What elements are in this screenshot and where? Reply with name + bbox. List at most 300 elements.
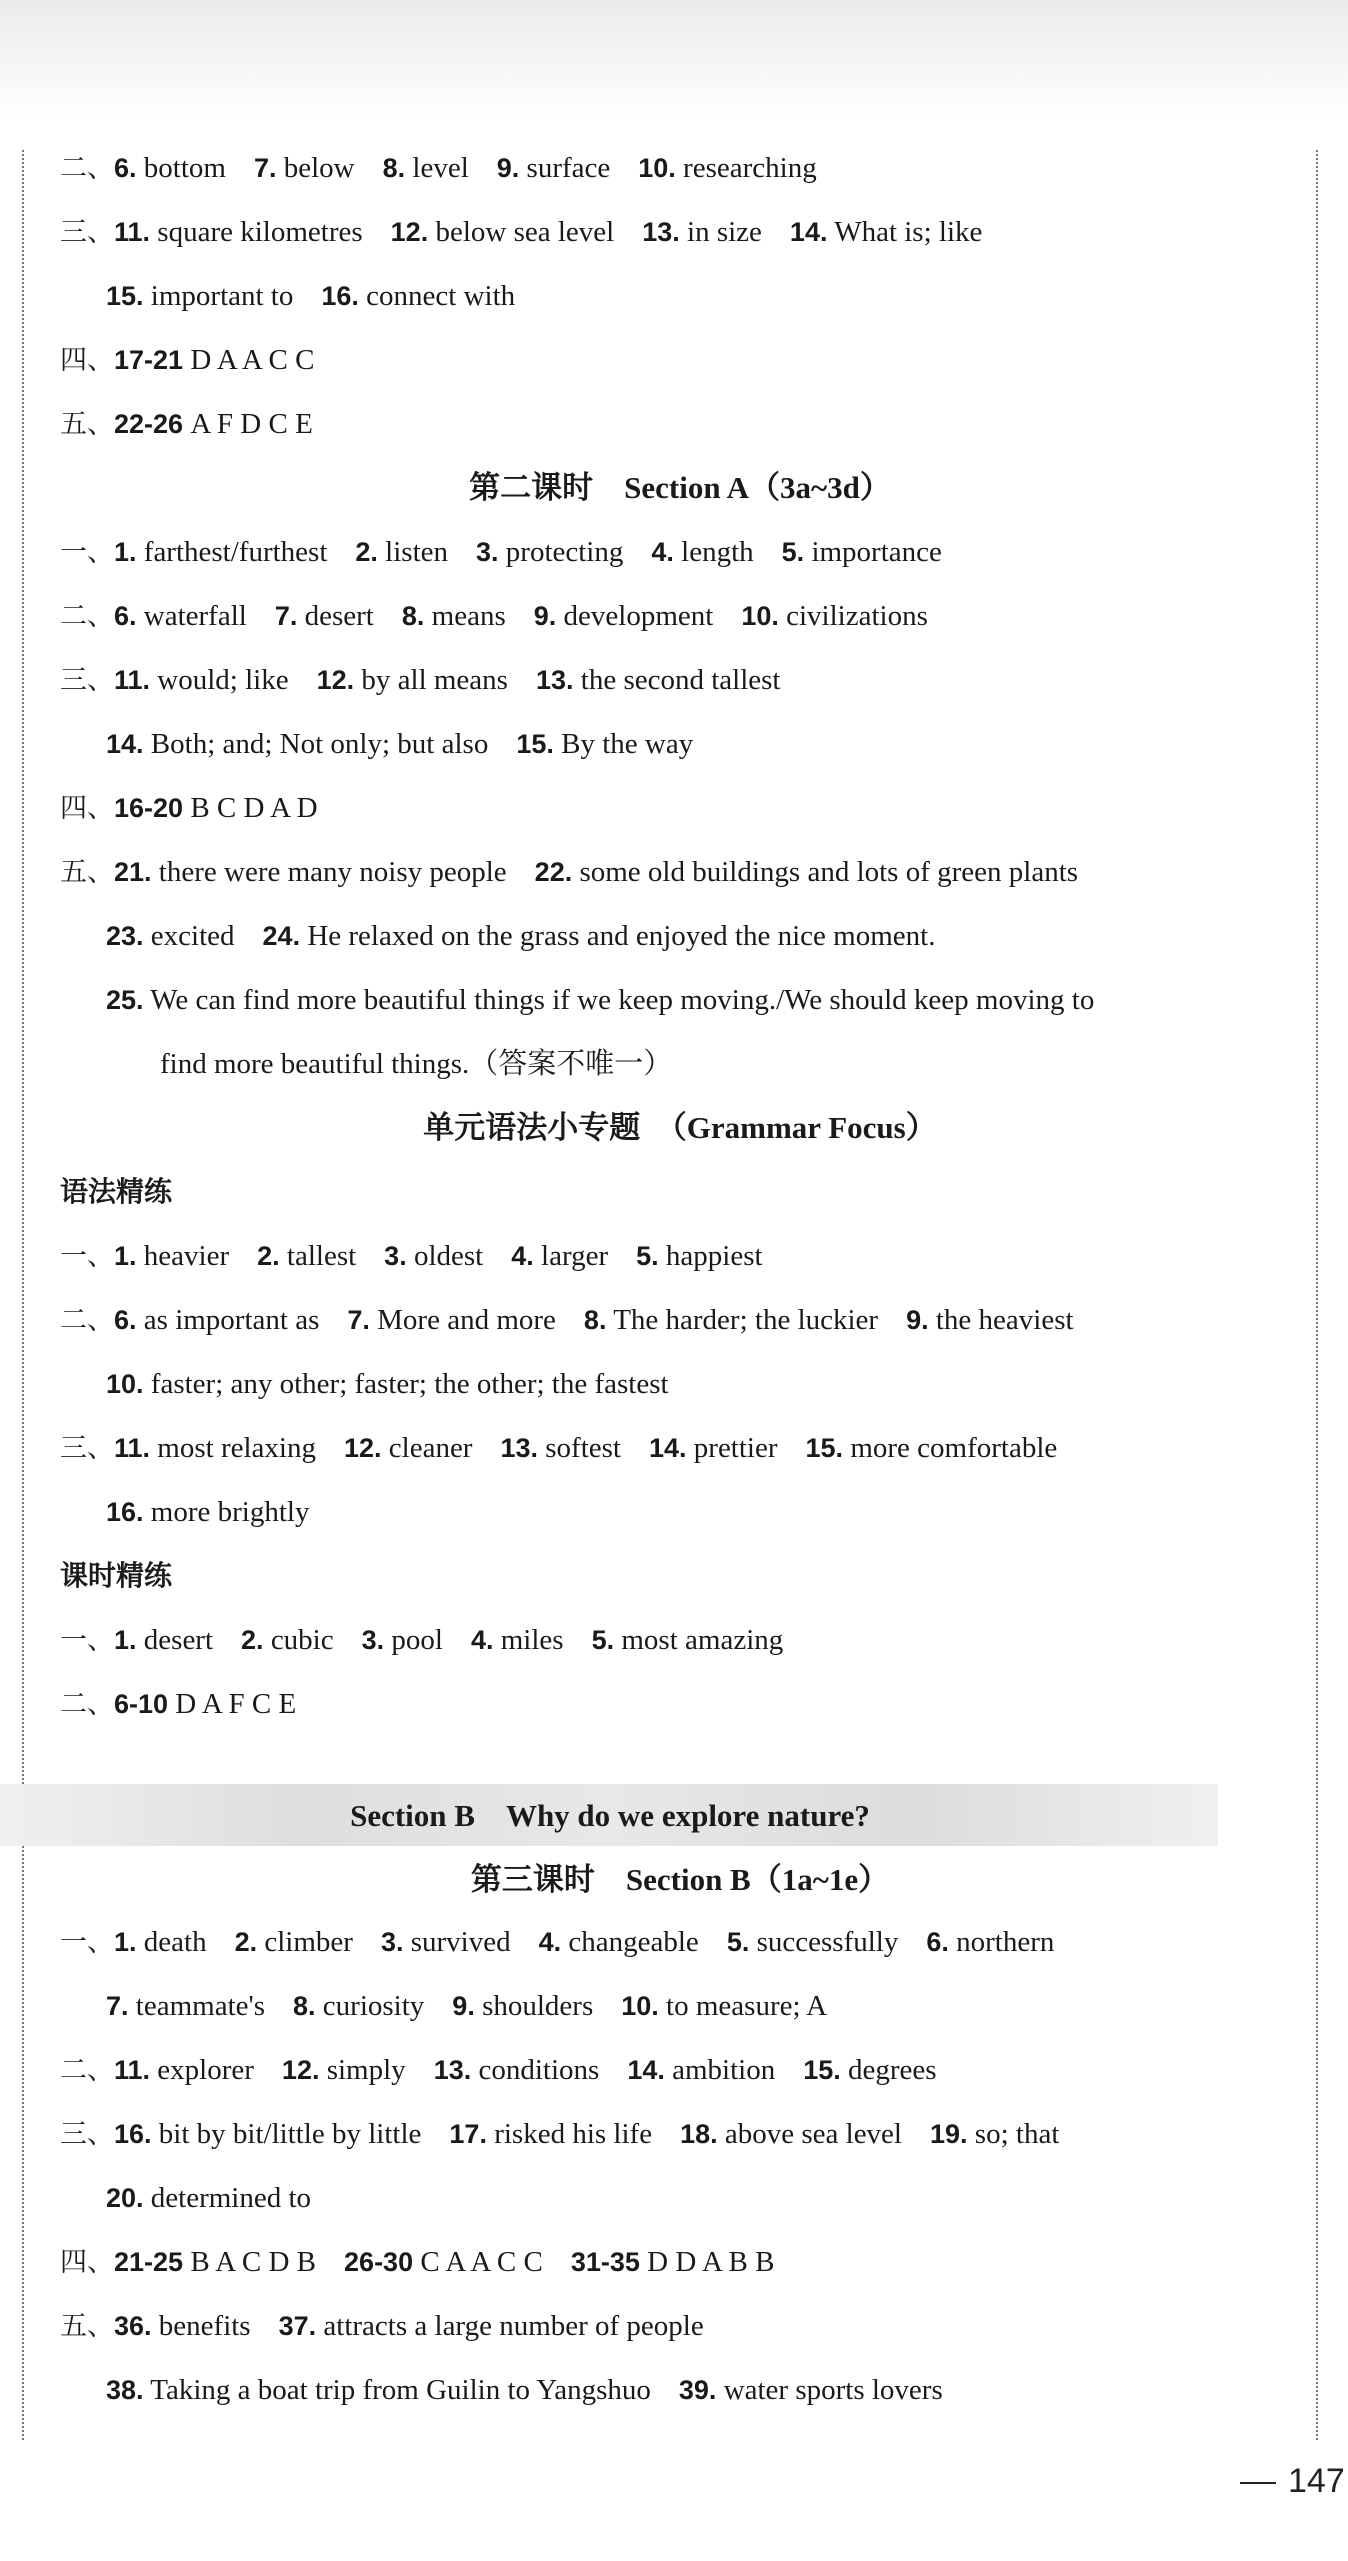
answer-item	[384, 1240, 483, 1272]
subsection-title: 语法精练	[60, 1175, 173, 1208]
answer-text: waterfall	[143, 600, 247, 632]
question-number: 16.	[321, 281, 359, 311]
answer-item	[930, 2118, 1059, 2150]
answer-item	[741, 600, 928, 632]
answer-text: death	[143, 1926, 207, 1958]
answer-text: C A A C C	[420, 2246, 543, 2278]
answer-item	[114, 2118, 421, 2150]
answer-item	[803, 2054, 936, 2086]
answer-item	[254, 152, 355, 184]
question-number: 14.	[106, 729, 144, 759]
answer-text: there were many noisy people	[158, 856, 507, 888]
answer-text: oldest	[413, 1240, 484, 1272]
answer-item	[511, 1240, 608, 1272]
answer-line	[106, 724, 721, 764]
answer-text: listen	[385, 536, 449, 568]
answer-item	[344, 2246, 543, 2278]
question-number: 6.	[114, 1305, 137, 1335]
part-marker: 一、	[60, 1241, 114, 1272]
question-number: 10.	[621, 1991, 659, 2021]
answer-text: desert	[304, 600, 374, 632]
question-number: 5.	[726, 1927, 750, 1957]
answer-item	[114, 600, 247, 632]
answer-text: in size	[687, 216, 762, 248]
question-number: 16.	[106, 1497, 144, 1527]
answer-item	[906, 1304, 1073, 1336]
part-marker: 二、	[60, 1305, 114, 1336]
answer-text: surface	[526, 152, 611, 184]
answer-item	[106, 280, 293, 312]
question-number: 37.	[278, 2311, 317, 2341]
answer-item	[497, 152, 611, 184]
question-number: 39.	[678, 2375, 717, 2405]
answer-item	[114, 2054, 254, 2086]
answer-line	[60, 2306, 732, 2347]
answer-line	[60, 148, 845, 189]
answer-text: above sea level	[724, 2118, 902, 2150]
answer-item	[114, 1432, 316, 1464]
question-number: 3.	[361, 1625, 385, 1655]
answer-item	[355, 536, 448, 568]
answer-text: by all means	[361, 664, 508, 696]
part-marker: 四、	[60, 2247, 114, 2278]
question-number: 6-10	[114, 1689, 169, 1719]
answer-item	[114, 1926, 207, 1958]
answer-text: pool	[391, 1624, 443, 1656]
answer-text: protecting	[505, 536, 624, 568]
answer-line	[106, 2178, 339, 2218]
answer-text: heavier	[143, 1240, 230, 1272]
answer-line	[106, 916, 963, 956]
answer-text: He relaxed on the grass and enjoyed the nice moment.	[307, 920, 936, 952]
question-number: 7.	[274, 601, 298, 631]
answer-line	[106, 2370, 971, 2410]
question-number: 10.	[638, 153, 676, 183]
answer-item	[114, 536, 327, 568]
answer-item	[651, 536, 753, 568]
question-number: 18.	[680, 2119, 718, 2149]
answer-line	[60, 1428, 1085, 1469]
answer-item	[114, 2246, 316, 2278]
right-margin-rule	[1316, 150, 1318, 2440]
answer-text: the second tallest	[580, 664, 781, 696]
answer-item	[114, 1624, 213, 1656]
answer-item	[449, 2118, 652, 2150]
part-marker: 五、	[60, 2311, 114, 2342]
question-number: 23.	[106, 921, 144, 951]
part-marker: 二、	[60, 153, 114, 184]
answer-text: find more beautiful things.（答案不唯一）	[160, 1048, 673, 1080]
question-number: 16.	[114, 2119, 152, 2149]
answer-text: attracts a large number of people	[323, 2310, 704, 2342]
part-marker: 四、	[60, 793, 114, 824]
answer-text: some old buildings and lots of green plants	[579, 856, 1079, 888]
answer-item	[321, 280, 515, 312]
question-number: 1.	[114, 537, 137, 567]
answer-line	[60, 404, 341, 445]
question-number: 10.	[741, 601, 779, 631]
question-number: 8.	[401, 601, 425, 631]
part-marker: 三、	[60, 665, 114, 696]
question-number: 9.	[906, 1305, 929, 1335]
answer-item	[627, 2054, 775, 2086]
question-number: 14.	[789, 217, 828, 247]
question-number: 17.	[449, 2119, 487, 2149]
page-number-dash	[1240, 2482, 1276, 2484]
answer-text: below	[283, 152, 355, 184]
section-heading: 第二课时 Section A（3a~3d）	[469, 470, 891, 505]
question-number: 15.	[805, 1433, 844, 1463]
answer-item	[347, 1304, 556, 1336]
answer-text: happiest	[665, 1240, 763, 1272]
answer-item	[535, 856, 1078, 888]
question-number: 10.	[106, 1369, 144, 1399]
part-marker: 一、	[60, 1927, 114, 1958]
question-number: 3.	[476, 537, 499, 567]
answer-item	[434, 2054, 600, 2086]
answer-text: to measure; A	[666, 1990, 828, 2022]
question-number: 11.	[114, 2055, 151, 2085]
answer-text: researching	[683, 152, 817, 184]
answer-text: explorer	[157, 2054, 254, 2086]
question-number: 13.	[433, 2055, 472, 2085]
answer-item	[452, 1990, 593, 2022]
answer-text: B A C D B	[190, 2246, 317, 2278]
answer-item	[317, 664, 508, 696]
answer-line	[106, 276, 543, 316]
question-number: 26-30	[344, 2247, 414, 2277]
answer-text: most relaxing	[157, 1432, 316, 1464]
left-margin-rule	[22, 150, 24, 2440]
answer-item	[727, 1926, 899, 1958]
question-number: 7.	[347, 1305, 370, 1335]
question-number: 12.	[316, 665, 355, 695]
question-number: 4.	[470, 1625, 494, 1655]
answer-item	[160, 1048, 672, 1080]
answer-text: What is; like	[834, 216, 983, 248]
question-number: 1.	[114, 1927, 137, 1957]
answer-line	[60, 212, 1010, 253]
question-number: 13.	[642, 217, 680, 247]
answer-text: bottom	[143, 152, 226, 184]
question-number: 5.	[636, 1241, 659, 1271]
part-marker: 三、	[60, 1433, 114, 1464]
question-number: 15.	[106, 281, 144, 311]
answer-item	[114, 1240, 229, 1272]
answer-text: as important as	[143, 1304, 320, 1336]
question-number: 8.	[293, 1991, 316, 2021]
answer-text: desert	[143, 1624, 214, 1656]
question-number: 17-21	[114, 345, 184, 375]
part-marker: 一、	[60, 537, 114, 568]
answer-item	[344, 1432, 473, 1464]
answer-text: means	[431, 600, 506, 632]
question-number: 11.	[114, 665, 151, 695]
answer-text: northern	[956, 1926, 1055, 1958]
answer-item	[106, 2374, 651, 2406]
question-number: 21-25	[114, 2247, 184, 2277]
question-number: 7.	[253, 153, 277, 183]
answer-item	[114, 664, 289, 696]
answer-item	[536, 664, 781, 696]
part-marker: 四、	[60, 345, 114, 376]
answer-item	[476, 536, 623, 568]
answer-item	[391, 216, 615, 248]
answer-text: survived	[410, 1926, 511, 1958]
question-number: 2.	[234, 1927, 258, 1957]
question-number: 3.	[380, 1927, 404, 1957]
question-number: 6.	[114, 153, 137, 183]
answer-item	[106, 920, 235, 952]
question-number: 6.	[926, 1927, 949, 1957]
answer-text: A F D C E	[190, 408, 313, 440]
answer-item	[642, 216, 762, 248]
answer-item	[106, 1368, 669, 1400]
question-number: 31-35	[570, 2247, 640, 2277]
answer-text: simply	[326, 2054, 406, 2086]
subsection-title: 课时精练	[60, 1559, 173, 1592]
answer-line	[60, 1684, 324, 1725]
question-number: 13.	[535, 665, 574, 695]
answer-item	[114, 1304, 319, 1336]
answer-item	[649, 1432, 778, 1464]
question-number: 6.	[114, 601, 137, 631]
answer-text: most amazing	[621, 1624, 784, 1656]
answer-line	[60, 788, 346, 829]
answer-line	[60, 532, 970, 573]
question-number: 20.	[106, 2183, 144, 2213]
answer-item	[680, 2118, 902, 2150]
answer-text: below sea level	[435, 216, 615, 248]
question-number: 36.	[114, 2311, 152, 2341]
answer-text: curiosity	[322, 1990, 425, 2022]
answer-item	[402, 600, 506, 632]
answer-text: excited	[150, 920, 235, 952]
answer-item	[638, 152, 816, 184]
page-number-text: 147	[1288, 2462, 1345, 2500]
answer-item	[592, 1624, 784, 1656]
answer-text: teammate's	[135, 1990, 266, 2022]
answer-text: level	[412, 152, 469, 184]
part-marker: 二、	[60, 601, 114, 632]
answer-item	[571, 2246, 775, 2278]
answer-text: so; that	[974, 2118, 1060, 2150]
question-number: 22.	[534, 857, 573, 887]
answer-line	[60, 596, 956, 637]
answer-item	[106, 984, 1094, 1016]
answer-item	[275, 600, 374, 632]
question-number: 5.	[781, 537, 805, 567]
question-number: 11.	[114, 1433, 151, 1463]
answer-line	[106, 1364, 697, 1404]
answer-item	[263, 920, 936, 952]
question-number: 14.	[648, 1433, 687, 1463]
answer-text: D D A B B	[647, 2246, 775, 2278]
answer-item	[114, 1688, 296, 1720]
answer-text: B C D A D	[190, 792, 318, 824]
section-b-title: Section B Why do we explore nature?	[350, 1798, 870, 1833]
answer-text: determined to	[150, 2182, 312, 2214]
answer-line	[60, 2050, 965, 2091]
answer-item	[636, 1240, 762, 1272]
answer-item	[235, 1926, 353, 1958]
question-number: 19.	[930, 2119, 968, 2149]
question-number: 9.	[533, 601, 557, 631]
answer-item	[782, 536, 942, 568]
answer-text: Both; and; Not only; but also	[150, 728, 489, 760]
answer-item	[114, 2310, 251, 2342]
answer-line	[60, 1236, 791, 1277]
answer-item	[926, 1926, 1054, 1958]
answer-item	[106, 1990, 265, 2022]
answer-text: important to	[150, 280, 294, 312]
answer-line	[60, 1620, 811, 1661]
part-marker: 三、	[60, 217, 114, 248]
answer-item	[241, 1624, 334, 1656]
part-marker: 二、	[60, 1689, 114, 1720]
part-marker: 五、	[60, 409, 114, 440]
answer-text: faster; any other; faster; the other; the fastest	[150, 1368, 669, 1400]
question-number: 11.	[114, 217, 151, 247]
page-top-shadow	[0, 0, 1348, 120]
answer-text: Taking a boat trip from Guilin to Yangshuo	[150, 2374, 651, 2406]
question-number: 4.	[511, 1241, 534, 1271]
answer-line	[106, 1986, 855, 2026]
answer-item	[516, 728, 693, 760]
question-number: 38.	[106, 2375, 144, 2405]
answer-item	[362, 1624, 443, 1656]
question-number: 2.	[241, 1625, 264, 1655]
answer-item	[584, 1304, 878, 1336]
answer-text: would; like	[157, 664, 289, 696]
answer-item	[806, 1432, 1058, 1464]
question-number: 15.	[516, 729, 554, 759]
answer-line	[60, 2114, 1087, 2155]
answer-text: importance	[811, 536, 942, 568]
answer-text: larger	[541, 1240, 609, 1272]
answer-item	[114, 344, 314, 376]
part-marker: 二、	[60, 2055, 114, 2086]
answer-text: farthest/furthest	[143, 536, 328, 568]
answer-text: By the way	[561, 728, 694, 760]
answer-line	[106, 980, 1122, 1020]
answer-item	[471, 1624, 564, 1656]
question-number: 1.	[114, 1241, 137, 1271]
question-number: 12.	[343, 1433, 382, 1463]
section-heading: 单元语法小专题 （Grammar Focus）	[423, 1110, 937, 1145]
question-number: 22-26	[114, 409, 184, 439]
answer-item	[534, 600, 714, 632]
question-number: 15.	[803, 2055, 841, 2085]
answer-text: degrees	[848, 2054, 937, 2086]
answer-line	[60, 1300, 1102, 1341]
answer-text: the heaviest	[935, 1304, 1074, 1336]
answer-item	[282, 2054, 406, 2086]
question-number: 9.	[496, 153, 520, 183]
question-number: 2.	[355, 537, 378, 567]
question-number: 21.	[114, 857, 152, 887]
answer-text: risked his life	[494, 2118, 653, 2150]
answer-text: more comfortable	[850, 1432, 1058, 1464]
answer-item	[114, 152, 226, 184]
answer-item	[679, 2374, 943, 2406]
answer-item	[114, 216, 363, 248]
question-number: 8.	[382, 153, 406, 183]
answer-text: conditions	[478, 2054, 600, 2086]
answer-item	[114, 856, 507, 888]
answer-line	[60, 852, 1106, 893]
question-number: 14.	[627, 2055, 665, 2085]
answer-text: More and more	[377, 1304, 556, 1336]
answer-text: climber	[264, 1926, 353, 1958]
answer-item	[106, 2182, 311, 2214]
answer-item	[500, 1432, 621, 1464]
question-number: 9.	[452, 1991, 475, 2021]
answer-text: successfully	[756, 1926, 899, 1958]
answer-item	[257, 1240, 356, 1272]
answer-item	[383, 152, 469, 184]
answer-text: civilizations	[786, 600, 928, 632]
question-number: 2.	[257, 1241, 280, 1271]
answer-item	[114, 408, 313, 440]
part-marker: 一、	[60, 1625, 114, 1656]
question-number: 12.	[390, 217, 429, 247]
answer-text: cleaner	[388, 1432, 473, 1464]
answer-text: The harder; the luckier	[613, 1304, 879, 1336]
answer-text: D A A C C	[190, 344, 315, 376]
question-number: 3.	[384, 1241, 407, 1271]
answer-item	[621, 1990, 827, 2022]
answer-text: benefits	[158, 2310, 251, 2342]
answer-text: water sports lovers	[723, 2374, 943, 2406]
answer-text: D A F C E	[175, 1688, 297, 1720]
answer-text: We can find more beautiful things if we keep moving./We should keep moving to	[150, 984, 1095, 1016]
part-marker: 三、	[60, 2119, 114, 2150]
question-number: 16-20	[114, 793, 184, 823]
question-number: 8.	[583, 1305, 607, 1335]
answer-text: development	[563, 600, 714, 632]
answer-line	[60, 340, 342, 381]
answer-text: length	[681, 536, 754, 568]
answer-item	[381, 1926, 511, 1958]
answer-line	[60, 1922, 1082, 1963]
page-number	[1240, 2462, 1345, 2501]
answer-item	[293, 1990, 424, 2022]
section-heading: 第三课时 Section B（1a~1e）	[470, 1862, 890, 1897]
question-number: 1.	[114, 1625, 137, 1655]
answer-text: tallest	[286, 1240, 357, 1272]
answer-text: cubic	[270, 1624, 334, 1656]
answer-text: connect with	[366, 280, 516, 312]
answer-item	[539, 1926, 699, 1958]
answer-text: more brightly	[150, 1496, 310, 1528]
answer-text: changeable	[568, 1926, 699, 1958]
answer-item	[106, 1496, 309, 1528]
answer-item	[114, 792, 318, 824]
question-number: 13.	[500, 1433, 539, 1463]
answer-text: softest	[545, 1432, 621, 1464]
question-number: 24.	[262, 921, 301, 951]
answer-item	[279, 2310, 704, 2342]
question-number: 7.	[106, 1991, 129, 2021]
question-number: 5.	[591, 1625, 615, 1655]
answer-text: ambition	[672, 2054, 776, 2086]
answer-text: miles	[500, 1624, 564, 1656]
answer-line	[60, 660, 808, 701]
answer-item	[106, 728, 488, 760]
answer-text: prettier	[693, 1432, 778, 1464]
question-number: 12.	[281, 2055, 320, 2085]
